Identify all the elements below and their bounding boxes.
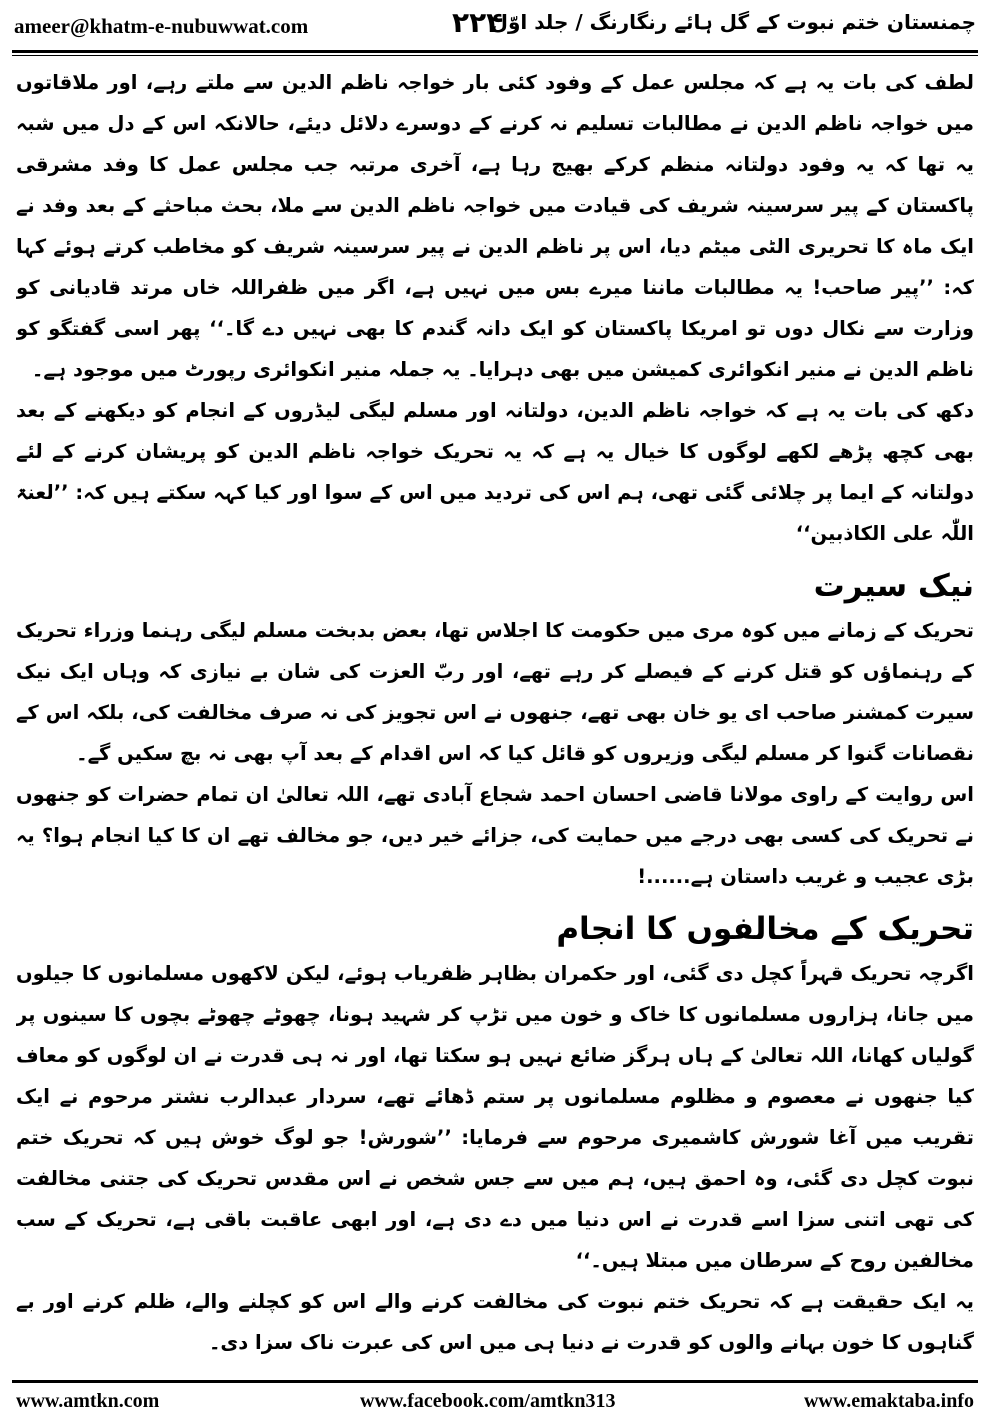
book-title: چمنستان ختم نبوت کے گل ہائے رنگارنگ / جلد اوّل (490, 10, 976, 34)
paragraph: دکھ کی بات یہ ہے کہ خواجہ ناظم الدین، دولتانہ اور مسلم لیگی لیڈروں کے انجام کو دیکھنے کے بعد بھی کچھ پڑھے لکھے لوگوں کا خیال یہ ہے کہ یہ تحریک خواجہ ناظم الدین کو پریشان کرنے کے لئے دولتانہ کے ایما پر چلائی گئی تھی، ہم اس کی تردید میں اس کے سوا اور کیا کہہ سکتے ہیں کہ: ’’لعنۃ اللّٰہ علی الکاذبین‘‘ (16, 399, 974, 545)
section-heading: تحریک کے مخالفوں کا انجام (556, 911, 974, 947)
paragraph: تحریک کے زمانے میں کوہ مری میں حکومت کا اجلاس تھا، بعض بدبخت مسلم لیگی رہنما وزراء تحریک کے رہنماؤں کو قتل کرنے کے فیصلے کر رہے تھے، اور ربّ العزت کی شان بے نیازی کہ وہاں ایک نیک سیرت کمشنر صاحب ای یو خان بھی تھے، جنھوں نے اس تجویز کی نہ صرف مخالفت کی، بلکہ اس کے نقصانات گنوا کر مسلم لیگی وزیروں کو قائل کیا کہ اس اقدام کے بعد آپ بھی نہ بچ سکیں گے۔ (16, 619, 974, 765)
paragraph: اس روایت کے راوی مولانا قاضی احسان احمد شجاع آبادی تھے، اللہ تعالیٰ ان تمام حضرات کو جنھوں نے تحریک کی کسی بھی درجے میں حمایت کی، جزائے خیر دیں، جو مخالف تھے ان کا کیا انجام ہوا؟ یہ بڑی عجیب و غریب داستان ہے......! (16, 783, 974, 888)
header-divider (12, 50, 978, 53)
page-header (0, 0, 990, 50)
section-heading: نیک سیرت (813, 568, 974, 604)
footer-link-facebook[interactable]: www.facebook.com/amtkn313 (360, 1390, 616, 1412)
section-heading (16, 1373, 974, 1374)
footer-link-amtkn[interactable]: www.amtkn.com (16, 1390, 160, 1412)
footer-link-emaktaba[interactable]: www.emaktaba.info (803, 1390, 974, 1412)
paragraph: اگرچہ تحریک قہراً کچل دی گئی، اور حکمران بظاہر ظفریاب ہوئے، لیکن لاکھوں مسلمانوں کا جیلوں میں جانا، ہزاروں مسلمانوں کا خاک و خون میں تڑپ کر شہید ہونا، چھوٹے چھوٹے بچوں کا سینوں پر گولیاں کھانا، اللہ تعالیٰ کے ہاں ہرگز ضائع نہیں ہو سکتا تھا، اور نہ ہی قدرت نے ان لوگوں کو معاف کیا جنھوں نے معصوم و مظلوم مسلمانوں پر ستم ڈھائے تھے، سردار عبدالرب نشتر مرحوم نے ایک تقریب میں آغا شورش کاشمیری مرحوم سے فرمایا: ’’شورش! جو لوگ خوش ہیں کہ تحریک ختم نبوت کچل دی گئی، وہ احمق ہیں، ہم میں سے جس شخص نے اس مقدس تحریک کی جتنی مخالفت کی تھی اتنی سزا اسے قدرت نے اس دنیا میں دے دی ہے، اور ابھی عاقبت باقی ہے، تحریک کے سب مخالفین روح کے سرطان میں مبتلا ہیں۔‘‘ (16, 962, 974, 1272)
page-footer (0, 1384, 990, 1420)
header-divider-thin (12, 55, 978, 56)
paragraph: یہ ایک حقیقت ہے کہ تحریک ختم نبوت کی مخالفت کرنے والے اس کو کچلنے والے، ظلم کرنے اور بے گناہوں کا خون بہانے والوں کو قدرت نے دنیا ہی میں اس کی عبرت ناک سزا دی۔ (16, 1290, 974, 1354)
page-body (16, 62, 974, 1374)
page-number: ۲۲۴ (452, 6, 504, 39)
footer-divider (12, 1380, 978, 1383)
paragraph: لطف کی بات یہ ہے کہ مجلس عمل کے وفود کئی بار خواجہ ناظم الدین سے ملتے رہے، اور ملاقاتوں میں خواجہ ناظم الدین نے مطالبات تسلیم نہ کرنے کے دوسرے دلائل دیئے، حالانکہ اس کے دل میں شبہ یہ تھا کہ یہ وفود دولتانہ منظم کرکے بھیج رہا ہے، آخری مرتبہ جب مجلس عمل کا وفد مشرقی پاکستان کے پیر سرسینہ شریف کی قیادت میں خواجہ ناظم الدین سے ملا، بحث مباحثے کے بعد وفد نے ایک ماہ کا تحریری الٹی میٹم دیا، اس پر ناظم الدین نے پیر سرسینہ شریف کو مخاطب کرتے ہوئے کہا کہ: ’’پیر صاحب! یہ مطالبات ماننا میرے بس میں نہیں ہے، اگر میں ظفراللہ خاں مرتد قادیانی کو وزارت سے نکال دوں تو امریکا پاکستان کو ایک دانہ گندم کا بھی نہیں دے گا۔‘‘ پھر اسی گفتگو کو ناظم الدین نے منیر انکوائری کمیشن میں بھی دہرایا۔ یہ جملہ منیر انکوائری رپورٹ میں موجود ہے۔ (16, 71, 974, 381)
header-email: ameer@khatm-e-nubuwwat.com (14, 14, 309, 38)
